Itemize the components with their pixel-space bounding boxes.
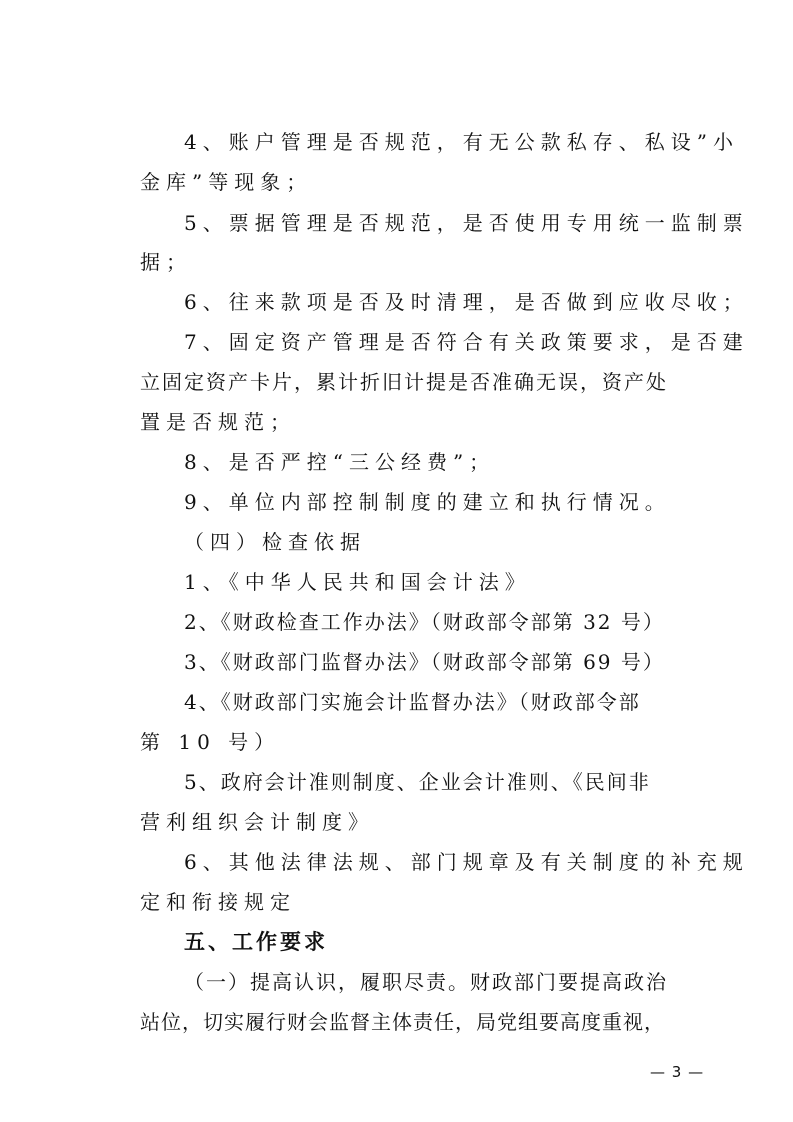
text-line: 6、其他法律法规、部门规章及有关制度的补充规 — [184, 850, 749, 874]
text-line: 6、往来款项是否及时清理，是否做到应收尽收； — [184, 290, 749, 314]
text-line: 5、票据管理是否规范，是否使用专用统一监制票 — [184, 211, 749, 235]
text-line: 4、账户管理是否规范，有无公款私存、私设”小 — [184, 130, 739, 154]
text-line: （一）提高认识，履职尽责。财政部门要提高政治 — [184, 970, 668, 994]
text-line: 5、政府会计准则制度、企业会计准则、《民间非 — [184, 770, 651, 794]
text-line: 置是否规范； — [140, 410, 296, 434]
text-line: 4、《财政部门实施会计监督办法》（财政部令部 — [184, 690, 641, 714]
page-number: — 3 — — [650, 1063, 705, 1081]
text-line: 9、单位内部控制制度的建立和执行情况。 — [184, 490, 671, 514]
chapter-heading: 五、工作要求 — [184, 930, 328, 954]
text-line: 定和衔接规定 — [140, 890, 296, 914]
text-line: 3、《财政部门监督办法》（财政部令部第 69 号） — [184, 650, 665, 674]
text-line: 金库”等现象； — [140, 170, 313, 194]
section-heading: （四）检查依据 — [184, 530, 366, 554]
text-line: 1、《中华人民共和国会计法》 — [184, 570, 531, 594]
text-line: 第 10 号） — [140, 730, 281, 754]
text-line: 站位，切实履行财会监督主体责任，局党组要高度重视， — [140, 1010, 665, 1034]
text-line: 立固定资产卡片，累计折旧计提是否准确无误，资产处 — [140, 370, 668, 394]
text-line: 据； — [140, 250, 192, 274]
text-line: 8、是否严控“三公经费”； — [184, 450, 496, 474]
text-line: 2、《财政检查工作办法》（财政部令部第 32 号） — [184, 610, 665, 634]
text-line: 营利组织会计制度》 — [140, 810, 374, 834]
text-line: 7、固定资产管理是否符合有关政策要求，是否建 — [184, 330, 749, 354]
